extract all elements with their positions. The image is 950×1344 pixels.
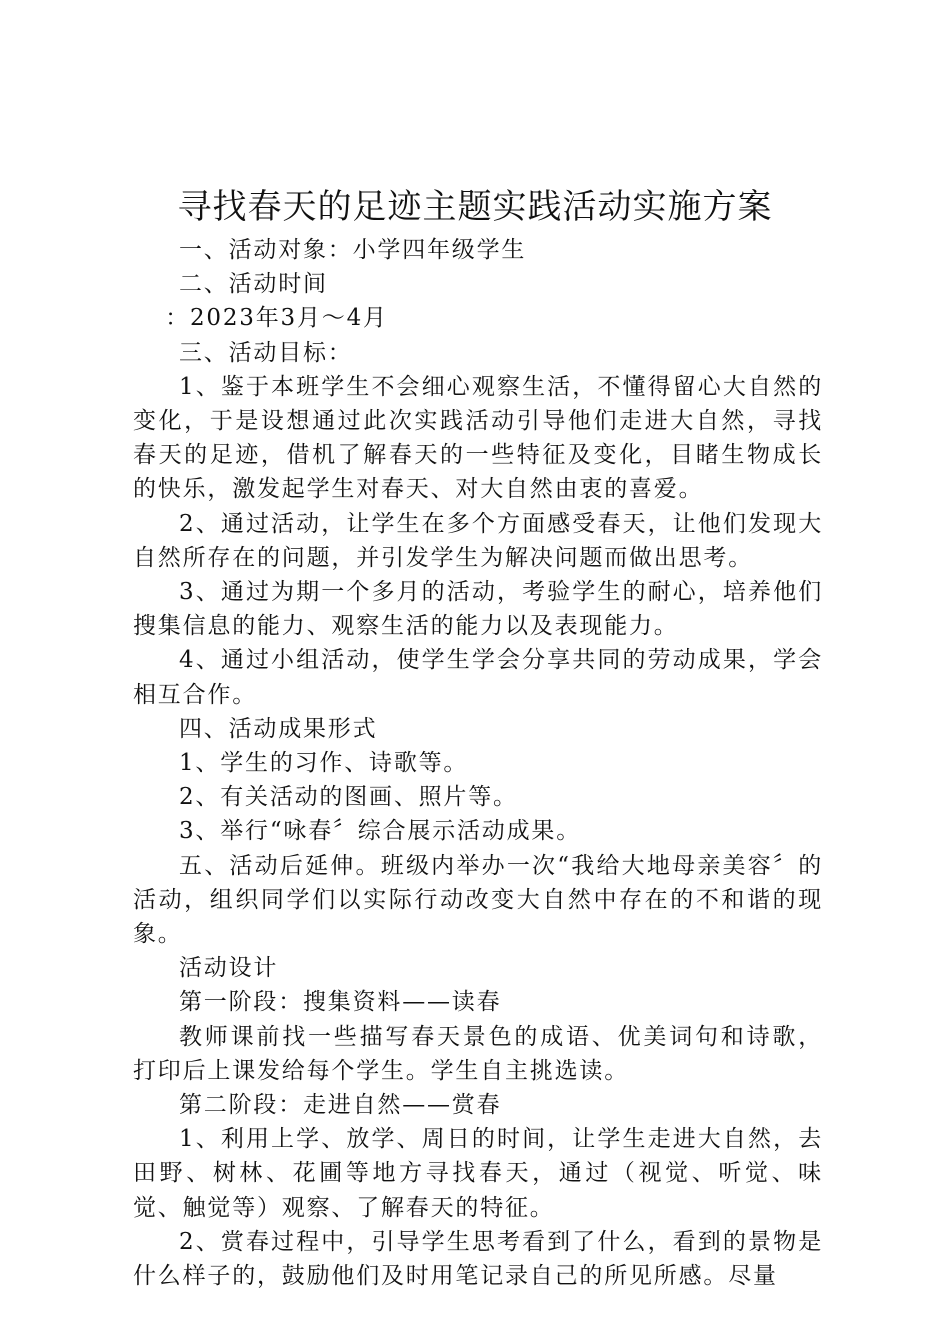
paragraph-goal-3: 3、通过为期一个多月的活动，考验学生的耐心，培养他们搜集信息的能力、观察生活的能力以及表现能力。: [133, 579, 823, 640]
paragraph-activity-target: 一、活动对象：小学四年级学生: [179, 237, 527, 263]
paragraph-stage-2-item-2: 2、赏春过程中，引导学生思考看到了什么，看到的景物是什么样子的，鼓励他们及时用笔记录自己的所见所感。尽量: [133, 1228, 823, 1290]
paragraph-stage-1-heading: 第一阶段：搜集资料——读春: [179, 989, 502, 1016]
paragraph-activity-time-value: ：2023年3月～4月: [165, 305, 388, 332]
paragraph-goal-2: 2、通过活动，让学生在多个方面感受春天，让他们发现大自然所存在的问题，并引发学生为解决问题而做出思考。: [133, 510, 823, 571]
paragraph-result-1: 1、学生的习作、诗歌等。: [179, 750, 469, 777]
document-body: [133, 233, 823, 1293]
paragraph-activity-time-heading: 二、活动时间: [179, 271, 328, 298]
paragraph-goals-heading: 三、活动目标：: [179, 339, 353, 366]
paragraph-result-3: 3、举行“咏春〞综合展示活动成果。: [179, 818, 581, 845]
paragraph-results-heading: 四、活动成果形式: [179, 715, 378, 742]
paragraph-extension: 五、活动后延伸。班级内举办一次“我给大地母亲美容〞的活动，组织同学们以实际行动改变大自然中存在的不和谐的现象。: [133, 852, 823, 948]
paragraph-stage-1-body: 教师课前找一些描写春天景色的成语、优美词句和诗歌，打印后上课发给每个学生。学生自主挑选读。: [133, 1023, 823, 1084]
paragraph-result-2: 2、有关活动的图画、照片等。: [179, 784, 518, 811]
paragraph-goal-4: 4、通过小组活动，使学生学会分享共同的劳动成果，学会相互合作。: [133, 647, 823, 708]
paragraph-goal-1: 1、鉴于本班学生不会细心观察生活，不懂得留心大自然的变化，于是设想通过此次实践活动引导他们走进大自然，寻找春天的足迹，借机了解春天的一些特征及变化，目睹生物成长的快乐，激发起学生对春天、对大自然由衷的喜爱。: [133, 373, 823, 503]
document-title: 寻找春天的足迹主题实践活动实施方案: [177, 187, 773, 227]
paragraph-stage-2-item-1: 1、利用上学、放学、周日的时间，让学生走进大自然，去田野、树林、花圃等地方寻找春天，通过（视觉、听觉、味觉、触觉等）观察、了解春天的特征。: [133, 1126, 823, 1221]
paragraph-design-heading: 活动设计: [179, 955, 279, 982]
paragraph-stage-2-heading: 第二阶段：走进自然——赏春: [179, 1092, 502, 1119]
